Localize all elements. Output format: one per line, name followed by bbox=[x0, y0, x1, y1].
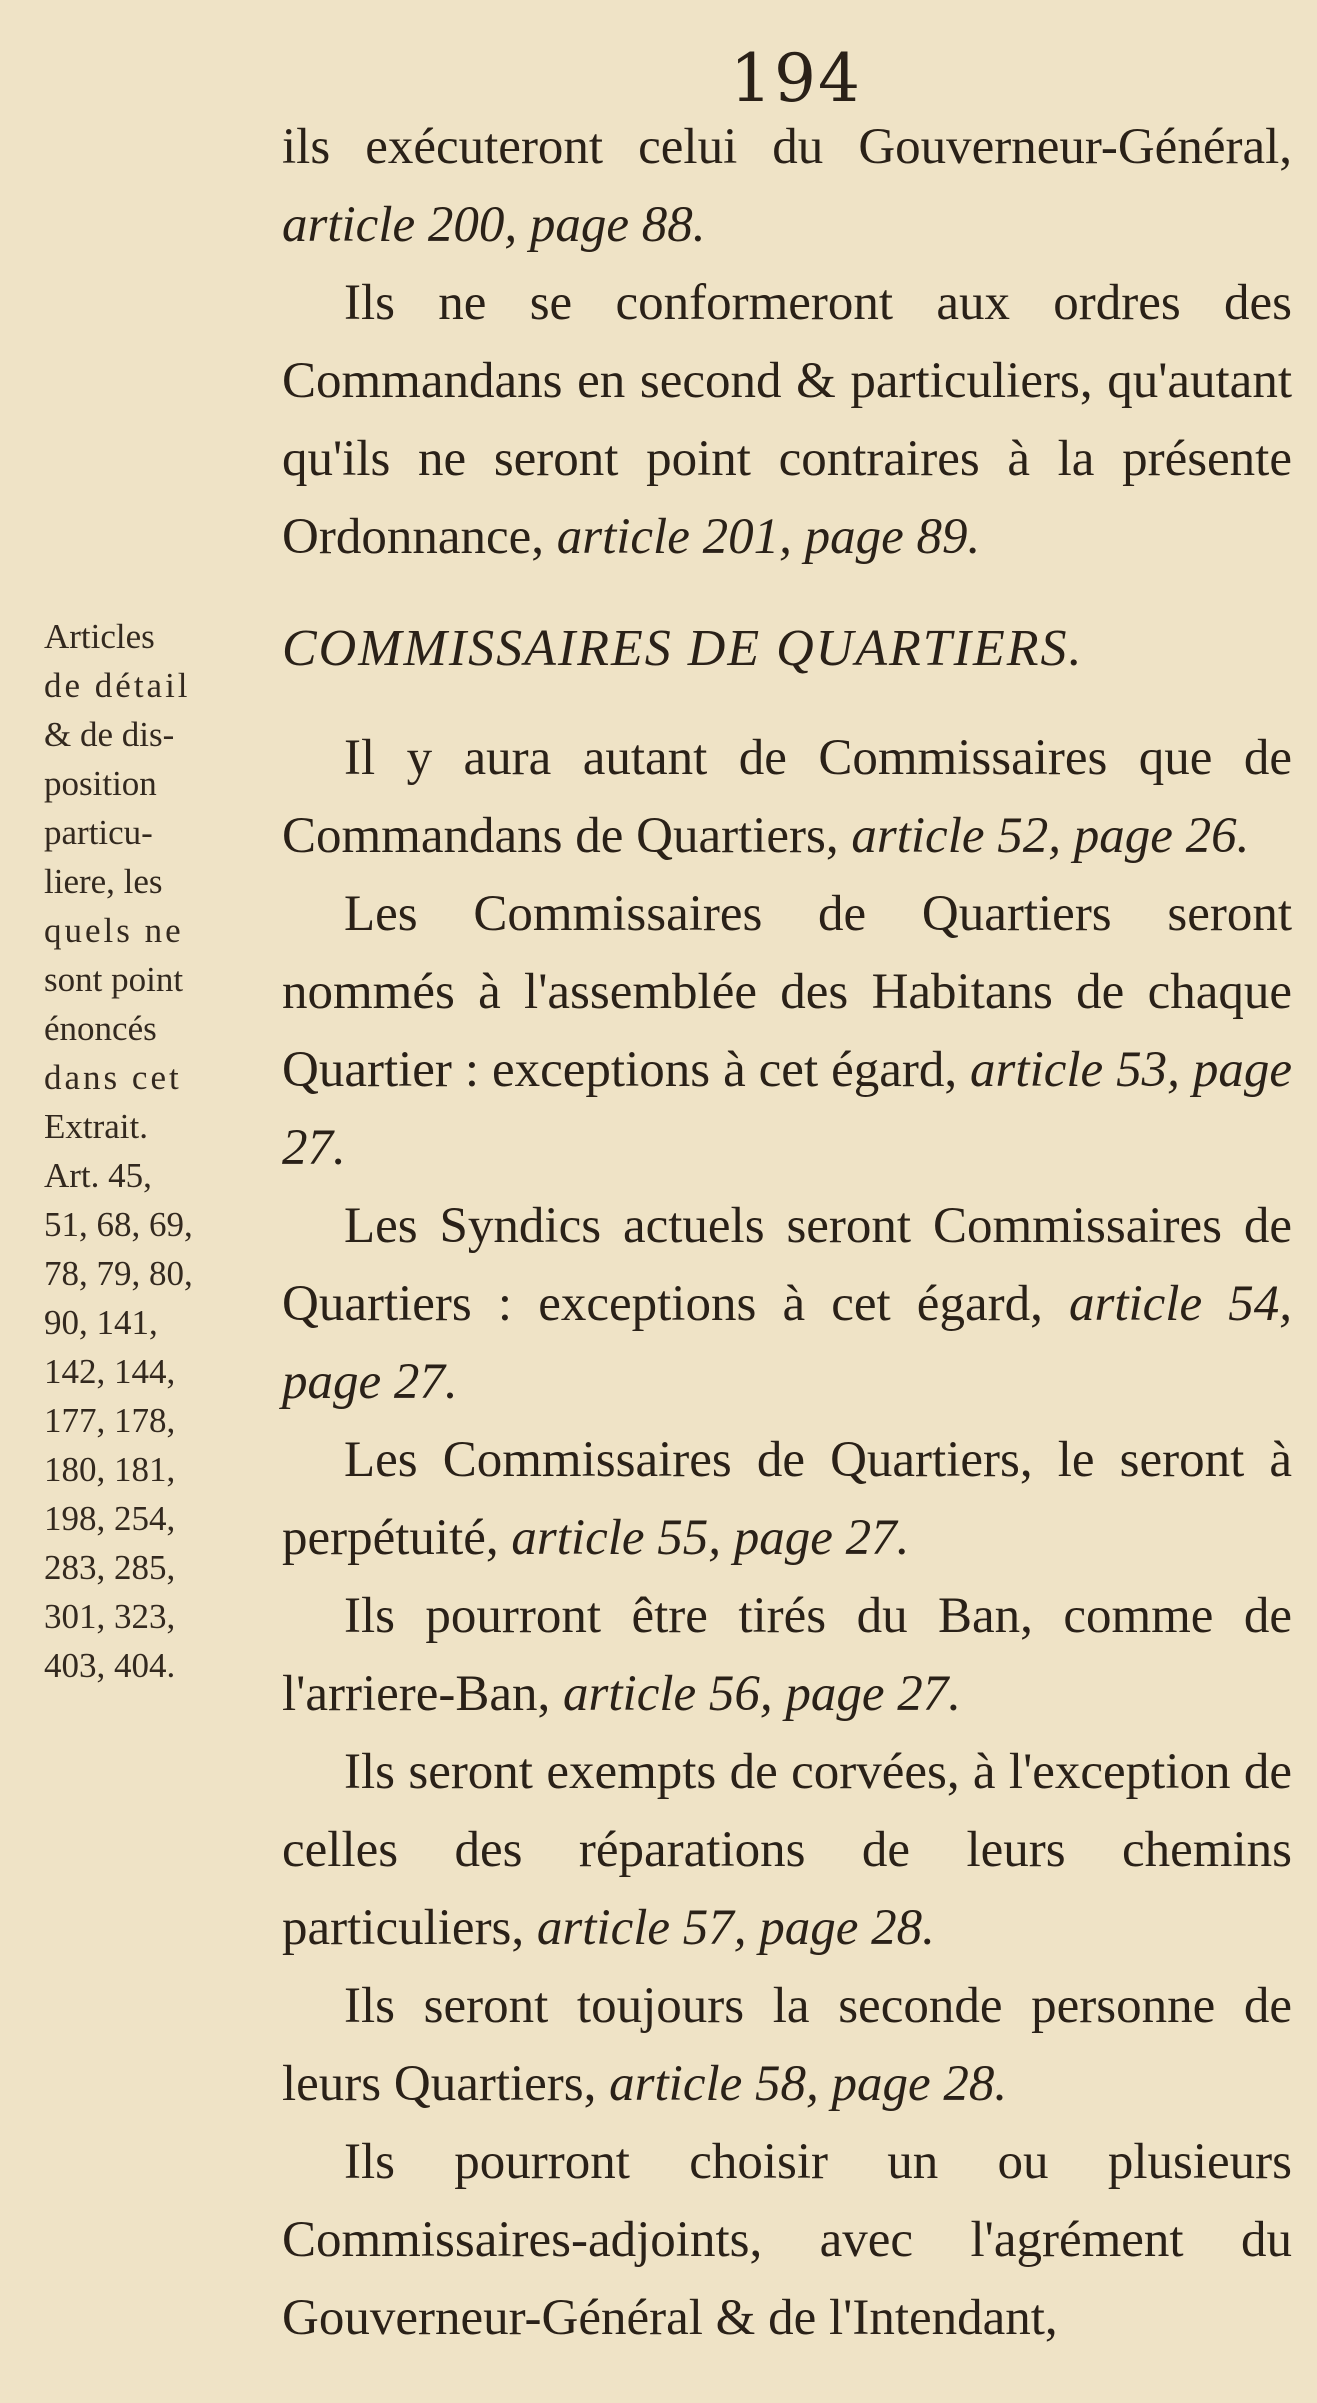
paragraph-entry bbox=[282, 2123, 1292, 2357]
paragraph-governor bbox=[282, 108, 1292, 264]
margin-line: 301, 323, bbox=[44, 1597, 176, 1636]
margin-line: 198, 254, bbox=[44, 1499, 176, 1538]
article-reference: article 53, page 27. bbox=[282, 1042, 1292, 1176]
paragraph-entry bbox=[282, 1187, 1292, 1421]
margin-line: de détail bbox=[44, 666, 191, 705]
margin-line: dans cet bbox=[44, 1058, 182, 1097]
margin-line: & de dis- bbox=[44, 715, 175, 754]
margin-line: sont point bbox=[44, 960, 184, 999]
margin-line: 51, 68, 69, bbox=[44, 1205, 193, 1244]
margin-line: 78, 79, 80, bbox=[44, 1254, 193, 1293]
margin-note bbox=[44, 612, 270, 1690]
margin-line: 283, 285, bbox=[44, 1548, 176, 1587]
article-reference: article 54, page 27. bbox=[282, 1276, 1292, 1410]
margin-line: particu- bbox=[44, 813, 153, 852]
margin-line: Art. 45, bbox=[44, 1156, 152, 1195]
article-reference: article 56, page 27. bbox=[563, 1666, 962, 1722]
paragraph-entry bbox=[282, 875, 1292, 1187]
margin-line: Extrait. bbox=[44, 1107, 148, 1146]
article-reference: article 55, page 27. bbox=[511, 1510, 910, 1566]
paragraph-entry bbox=[282, 1967, 1292, 2123]
paragraph-entry bbox=[282, 1421, 1292, 1577]
paragraph-text: Ils pourront choisir un ou plusieurs Commissaires-adjoints, avec l'agrément du Gouverneur-Général & de l'Intendant, bbox=[282, 2134, 1292, 2346]
paragraph-text: Ils seront toujours la seconde personne de leurs Quartiers, bbox=[282, 1978, 1292, 2112]
paragraph-text: Ils ne se conformeront aux ordres des Commandans en second & particuliers, qu'autant qu'ils ne seront point contraires à la présente Ordonnance, bbox=[282, 275, 1292, 565]
article-reference: article 52, page 26. bbox=[851, 808, 1250, 864]
main-text-column bbox=[282, 108, 1292, 2357]
section-heading: COMMISSAIRES DE QUARTIERS. bbox=[282, 620, 1084, 677]
margin-line: quels ne bbox=[44, 911, 184, 950]
paragraph-text: Les Commissaires de Quartiers, le seront à perpétuité, bbox=[282, 1432, 1292, 1566]
paragraph-text: Les Commissaires de Quartiers seront nommés à l'assemblée des Habitans de chaque Quartier : exceptions à cet égard, bbox=[282, 886, 1292, 1098]
page-number: 194 bbox=[730, 40, 862, 117]
margin-line: Articles bbox=[44, 617, 155, 656]
margin-line: énoncés bbox=[44, 1009, 157, 1048]
margin-line: 180, 181, bbox=[44, 1450, 176, 1489]
paragraph-text: Ils pourront être tirés du Ban, comme de l'arriere-Ban, bbox=[282, 1588, 1292, 1722]
paragraph-commandants bbox=[282, 264, 1292, 576]
margin-line: liere, les bbox=[44, 862, 163, 901]
paragraph-entry bbox=[282, 1577, 1292, 1733]
margin-line: 177, 178, bbox=[44, 1401, 176, 1440]
paragraph-text: ils exécuteront celui du Gouverneur-Général, bbox=[282, 119, 1292, 175]
article-reference: article 200, page 88. bbox=[282, 197, 706, 253]
margin-line: 142, 144, bbox=[44, 1352, 176, 1391]
article-reference: article 57, page 28. bbox=[536, 1900, 935, 1956]
paragraph-text: Ils seront exempts de corvées, à l'exception de celles des réparations de leurs chemins particuliers, bbox=[282, 1744, 1292, 1956]
article-reference: article 201, page 89. bbox=[556, 509, 981, 565]
paragraph-text: Il y aura autant de Commissaires que de Commandans de Quartiers, bbox=[282, 730, 1292, 864]
paragraph-entry bbox=[282, 719, 1292, 875]
paragraph-entry bbox=[282, 1733, 1292, 1967]
margin-line: 403, 404. bbox=[44, 1646, 176, 1685]
paragraph-text: Les Syndics actuels seront Commissaires de Quartiers : exceptions à cet égard, bbox=[282, 1198, 1292, 1332]
margin-line: position bbox=[44, 764, 157, 803]
margin-line: 90, 141, bbox=[44, 1303, 158, 1342]
article-reference: article 58, page 28. bbox=[609, 2056, 1008, 2112]
